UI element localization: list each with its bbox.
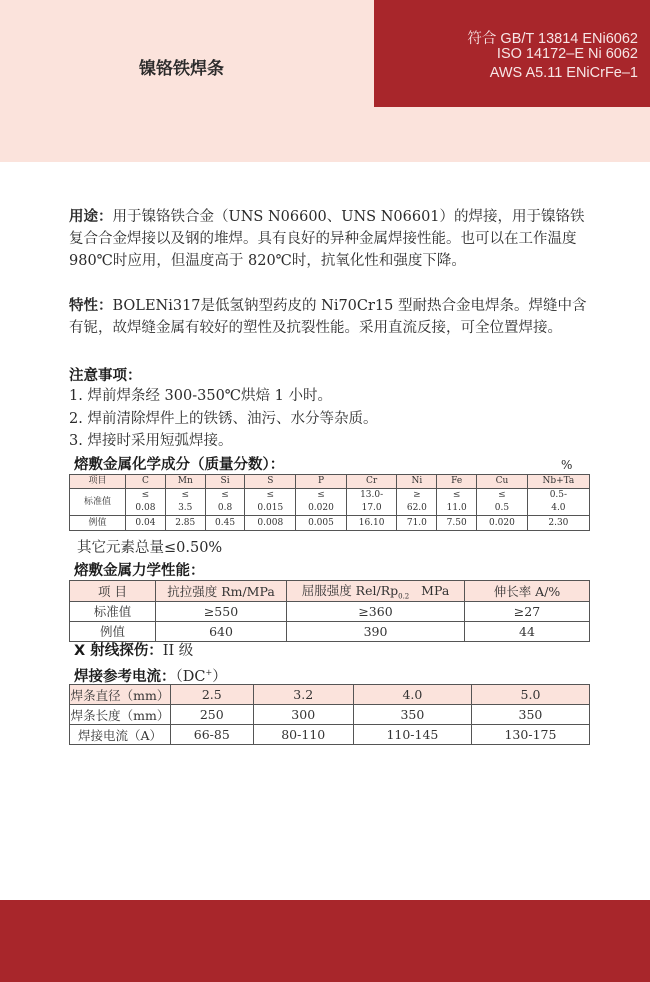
table-cell: 0.45 (205, 516, 245, 531)
usage-label: 用途： (69, 209, 113, 225)
table-cell: 71.0 (397, 516, 437, 531)
table-cell: 5.0 (471, 685, 589, 705)
table-cell: Fe (437, 475, 477, 489)
table-cell: 390 (287, 621, 465, 641)
notes-heading: 注意事项： (69, 368, 142, 384)
table-cell: 0.005 (296, 516, 347, 531)
table-row (70, 502, 590, 516)
table-row (70, 516, 590, 531)
table-cell: 0.020 (296, 502, 347, 516)
table-cell: ≤ (477, 489, 528, 503)
table-cell: 3.5 (165, 502, 205, 516)
table-row (70, 725, 590, 745)
table-cell: 0.020 (477, 516, 528, 531)
yield-header-label: 屈服强度 Rel/Rp (301, 583, 399, 598)
note-item-2: 2. 焊前清除焊件上的铁锈、油污、水分等杂质。 (69, 411, 378, 427)
table-cell: P (296, 475, 347, 489)
table-cell: 0.5- (527, 489, 589, 503)
current-table (69, 684, 590, 745)
table-cell: 项目 (70, 475, 126, 489)
table-row (70, 475, 590, 489)
table-row (70, 705, 590, 725)
mech-heading: 熔敷金属力学性能： (74, 563, 205, 579)
table-cell: ≤ (245, 489, 296, 503)
table-row (70, 581, 590, 602)
table-cell: ≤ (205, 489, 245, 503)
chem-unit: % (561, 458, 573, 472)
xray-line (74, 641, 193, 661)
table-cell: 标准值 (70, 601, 156, 621)
table-cell: 44 (465, 621, 590, 641)
standards-box (374, 0, 650, 107)
table-cell: 16.10 (346, 516, 397, 531)
table-cell: S (245, 475, 296, 489)
usage-text: 用于镍铬铁合金（UNS N06600、UNS N06601）的焊接，用于镍铬铁复合合金焊接以及钢的堆焊。具有良好的异种金属焊接性能。也可以在工作温度 980℃时应用，但温度高于 820℃时，抗氧化性和强度下降。 (69, 209, 585, 269)
table-cell: 7.50 (437, 516, 477, 531)
table-cell: 0.04 (126, 516, 166, 531)
standard-iso: ISO 14172–E Ni 6062 (496, 46, 638, 62)
other-elements-note: 其它元素总量≤0.50% (77, 540, 223, 556)
table-cell: ≤ (437, 489, 477, 503)
table-cell: C (126, 475, 166, 489)
table-cell: 110-145 (353, 725, 471, 745)
features-text: BOLENi317是低氢钠型药皮的 Ni70Cr15 型耐热合金电焊条。焊缝中含有铌，故焊缝金属有较好的塑性及抗裂性能。采用直流反接，可全位置焊接。 (69, 298, 587, 336)
table-cell: 0.08 (126, 502, 166, 516)
mech-table (69, 580, 590, 642)
table-cell: Nb+Ta (527, 475, 589, 489)
yield-header-unit: MPa (421, 583, 450, 598)
table-cell: ≥27 (465, 601, 590, 621)
product-title: 镍铬铁焊条 (139, 59, 224, 79)
features-label: 特性： (69, 298, 113, 314)
table-cell: 4.0 (353, 685, 471, 705)
table-row (70, 685, 590, 705)
current-heading: 焊接参考电流： (74, 668, 176, 685)
table-cell: 62.0 (397, 502, 437, 516)
current-unit-sup: + (205, 668, 213, 677)
table-cell: 伸长率 A/% (465, 581, 590, 602)
current-unit: （DC (175, 668, 206, 685)
footer-band (0, 900, 650, 982)
table-cell: ≥ (397, 489, 437, 503)
table-cell: 项 目 (70, 581, 156, 602)
usage-paragraph (69, 206, 589, 272)
standard-gb: 符合 GB/T 13814 ENi6062 (467, 31, 638, 47)
table-cell: Cr (346, 475, 397, 489)
table-cell: Si (205, 475, 245, 489)
table-cell: 2.30 (527, 516, 589, 531)
table-cell (287, 581, 465, 602)
table-cell: 300 (253, 705, 353, 725)
table-cell: 130-175 (471, 725, 589, 745)
table-cell: 2.5 (171, 685, 254, 705)
table-cell: 2.85 (165, 516, 205, 531)
table-cell: 4.0 (527, 502, 589, 516)
current-unit-end: ） (212, 668, 227, 685)
table-cell: 80-110 (253, 725, 353, 745)
table-cell: Cu (477, 475, 528, 489)
table-cell: 焊接电流（A） (70, 725, 171, 745)
standard-aws: AWS A5.11 ENiCrFe–1 (489, 65, 638, 81)
table-row (70, 601, 590, 621)
note-item-1: 1. 焊前焊条经 300-350℃烘焙 1 小时。 (69, 388, 332, 404)
chem-table (69, 474, 590, 531)
table-cell: 0.8 (205, 502, 245, 516)
table-cell: 标准值 (70, 489, 126, 516)
table-cell: 0.008 (245, 516, 296, 531)
table-cell: 3.2 (253, 685, 353, 705)
chem-heading: 熔敷金属化学成分（质量分数）： (74, 457, 285, 473)
table-cell: 焊条长度（mm） (70, 705, 171, 725)
table-row (70, 621, 590, 641)
table-cell: ≤ (126, 489, 166, 503)
table-cell: 17.0 (346, 502, 397, 516)
table-cell: Mn (165, 475, 205, 489)
xray-value: II 级 (162, 643, 194, 659)
table-cell: 11.0 (437, 502, 477, 516)
table-row (70, 489, 590, 503)
table-cell: 例值 (70, 516, 126, 531)
table-cell: ≥550 (156, 601, 287, 621)
table-cell: ≥360 (287, 601, 465, 621)
table-cell: 0.5 (477, 502, 528, 516)
yield-header-sub: 0.2 (398, 592, 410, 601)
table-cell: ≤ (165, 489, 205, 503)
table-cell: 0.015 (245, 502, 296, 516)
features-paragraph (69, 295, 589, 339)
table-cell: 66-85 (171, 725, 254, 745)
table-cell: 350 (471, 705, 589, 725)
table-cell: ≤ (296, 489, 347, 503)
note-item-3: 3. 焊接时采用短弧焊接。 (69, 433, 233, 449)
table-cell: 13.0- (346, 489, 397, 503)
xray-label: X 射线探伤： (74, 643, 163, 659)
table-cell: 抗拉强度 Rm/MPa (156, 581, 287, 602)
table-cell: 250 (171, 705, 254, 725)
table-cell: 350 (353, 705, 471, 725)
table-cell: 焊条直径（mm） (70, 685, 171, 705)
table-cell: 例值 (70, 621, 156, 641)
table-cell: 640 (156, 621, 287, 641)
table-cell: Ni (397, 475, 437, 489)
